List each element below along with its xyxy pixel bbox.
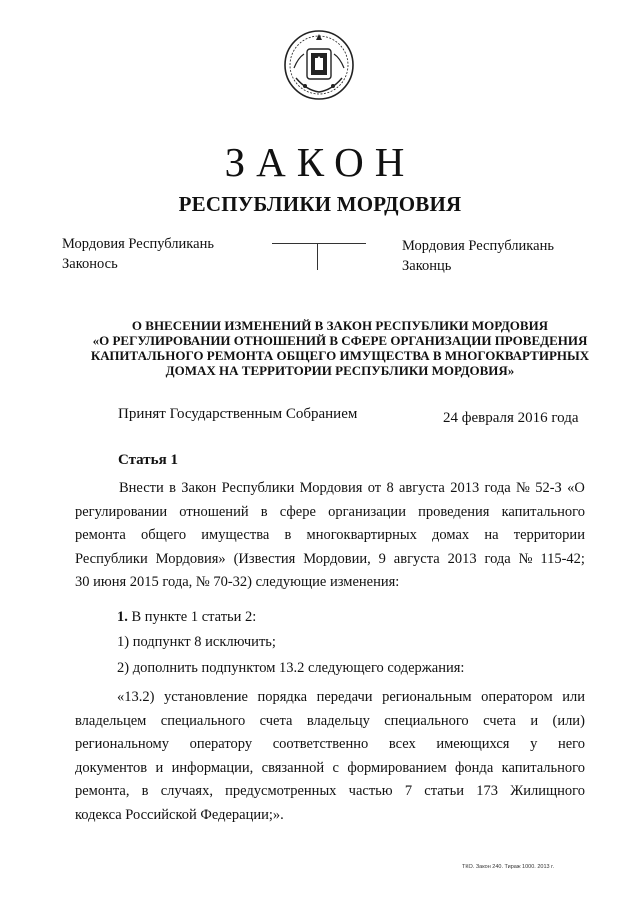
erzya-title-block bbox=[62, 234, 214, 274]
word: на bbox=[484, 527, 499, 543]
word: статьи bbox=[424, 783, 465, 799]
word: № bbox=[518, 550, 533, 567]
word: установление bbox=[164, 689, 248, 705]
word: 115-42; bbox=[540, 550, 585, 567]
document-title: ЗАКОН bbox=[224, 139, 416, 185]
word: счета bbox=[483, 712, 516, 729]
word: 8 bbox=[386, 480, 394, 496]
word: фонда bbox=[455, 759, 494, 776]
title-divider-horizontal bbox=[272, 243, 366, 244]
article-intro-line bbox=[75, 548, 585, 572]
quoted-amendment-line bbox=[75, 733, 585, 757]
subitem-2: 2) дополнить подпунктом 13.2 следующего содержания: bbox=[117, 660, 465, 676]
word: (Известия bbox=[233, 550, 296, 567]
word: Республики bbox=[75, 550, 148, 567]
word: 173 bbox=[476, 783, 498, 799]
word: сфере bbox=[279, 503, 316, 520]
word: организации bbox=[328, 503, 406, 520]
document-subtitle: РЕСПУБЛИКИ МОРДОВИЯ bbox=[178, 192, 462, 216]
word: Мордовия» bbox=[155, 550, 226, 567]
word: 52-З bbox=[535, 480, 562, 496]
word: и bbox=[530, 712, 539, 729]
coat-of-arms-icon bbox=[282, 28, 356, 102]
word: территории bbox=[513, 527, 585, 543]
title-divider-vertical bbox=[317, 243, 318, 270]
word: 7 bbox=[404, 783, 413, 799]
word: года bbox=[484, 480, 511, 496]
word: проведения bbox=[418, 503, 490, 520]
subitem-1: 1) подпункт 8 исключить; bbox=[117, 634, 276, 650]
quoted-amendment-line bbox=[75, 757, 585, 781]
word: отношений bbox=[179, 503, 249, 520]
word: домах bbox=[432, 527, 470, 543]
word: Мордовии, bbox=[303, 550, 371, 567]
word: частью bbox=[348, 783, 393, 799]
word: (или) bbox=[552, 712, 585, 729]
moksha-title-line-1: Мордовия Республикань bbox=[402, 238, 554, 254]
word: августа bbox=[399, 480, 445, 496]
article-title: Статья 1 bbox=[118, 452, 178, 468]
adoption-date: 24 февраля 2016 года bbox=[443, 410, 579, 426]
word: в bbox=[169, 480, 176, 496]
word: формированием bbox=[347, 759, 447, 776]
erzya-title-line-2: Законось bbox=[62, 256, 118, 272]
law-heading-line: «О РЕГУЛИРОВАНИИ ОТНОШЕНИЙ В СФЕРЕ ОРГАНИЗАЦИИ ПРОВЕДЕНИЯ bbox=[92, 333, 588, 348]
word: многоквартирных bbox=[306, 527, 417, 543]
item-1 bbox=[117, 609, 256, 626]
word: соответственно bbox=[272, 736, 369, 752]
word: специального bbox=[384, 712, 469, 729]
word: всех bbox=[388, 736, 416, 752]
item-1-text: В пункте 1 статьи 2: bbox=[127, 609, 257, 625]
word: капитального bbox=[501, 759, 585, 776]
word: или bbox=[562, 689, 585, 705]
word: ремонта bbox=[75, 527, 126, 543]
article-intro bbox=[75, 477, 585, 595]
print-imprint-note: ТКО. Закон 240. Тираж 1000. 2013 г. bbox=[462, 864, 554, 870]
word: документов bbox=[75, 759, 148, 776]
word: имеющихся bbox=[436, 736, 510, 752]
word: предусмотренных bbox=[225, 783, 337, 799]
word: и bbox=[155, 759, 164, 776]
quoted-amendment-line bbox=[75, 686, 585, 710]
quoted-amendment bbox=[75, 686, 585, 827]
article-intro-line: 30 июня 2015 года, № 70-32) следующие изменения: bbox=[75, 574, 400, 590]
quoted-amendment-line: кодекса Российской Федерации;». bbox=[75, 806, 284, 823]
adoption-statement: Принят Государственным Собранием bbox=[118, 406, 358, 422]
word: № bbox=[516, 480, 530, 496]
article-intro-line bbox=[75, 524, 585, 548]
word: общего bbox=[141, 527, 187, 543]
word: региональному bbox=[75, 736, 169, 752]
moksha-title-line-2: Законць bbox=[402, 258, 452, 274]
law-heading-line: О ВНЕСЕНИИ ИЗМЕНЕНИЙ В ЗАКОН РЕСПУБЛИКИ МОРДОВИЯ bbox=[131, 318, 549, 333]
word: 9 bbox=[378, 550, 386, 567]
word: с bbox=[332, 759, 339, 776]
word: ремонта, bbox=[75, 783, 130, 799]
word: связанной bbox=[261, 759, 325, 776]
word: в bbox=[141, 783, 149, 799]
word: специального bbox=[160, 712, 246, 729]
word: августа bbox=[393, 550, 440, 567]
law-heading-line: КАПИТАЛЬНОГО РЕМОНТА ОБЩЕГО ИМУЩЕСТВА В МНОГОКВАРТИРНЫХ bbox=[90, 348, 590, 363]
moksha-title-block bbox=[402, 236, 554, 276]
word: случаях, bbox=[160, 783, 213, 799]
word: него bbox=[557, 736, 585, 752]
word: 2013 bbox=[447, 550, 477, 567]
item-1-number: 1. bbox=[117, 609, 128, 625]
word: «О bbox=[567, 480, 585, 496]
word: регулировании bbox=[75, 503, 168, 520]
word: порядка bbox=[257, 689, 308, 705]
word: счета bbox=[259, 712, 293, 729]
word: капитального bbox=[501, 503, 585, 520]
word: Республики bbox=[221, 480, 295, 496]
word: у bbox=[530, 736, 538, 752]
word: Закон bbox=[181, 480, 217, 496]
erzya-title-line-1: Мордовия Республикань bbox=[62, 236, 214, 252]
word: от bbox=[367, 480, 382, 496]
article-intro-line bbox=[75, 477, 585, 501]
word: в bbox=[260, 503, 268, 520]
word: Жилищного bbox=[510, 783, 585, 799]
law-heading-line: ДОМАХ НА ТЕРРИТОРИИ РЕСПУБЛИКИ МОРДОВИЯ» bbox=[165, 363, 515, 378]
word: оператором bbox=[481, 689, 553, 705]
word: оператору bbox=[189, 736, 253, 752]
word: «13.2) bbox=[117, 689, 155, 705]
word: региональным bbox=[382, 689, 472, 705]
word: информации, bbox=[171, 759, 254, 776]
word: в bbox=[284, 527, 292, 543]
quoted-amendment-line bbox=[75, 780, 585, 804]
word: Мордовия bbox=[299, 480, 363, 496]
article-intro-line bbox=[75, 501, 585, 525]
quoted-amendment-line bbox=[75, 710, 585, 734]
word: передачи bbox=[316, 689, 373, 705]
word: владельцем bbox=[75, 712, 147, 729]
law-heading bbox=[60, 318, 620, 378]
word: владельцу bbox=[306, 712, 370, 729]
word: 2013 bbox=[450, 480, 480, 496]
word: года bbox=[484, 550, 511, 567]
word: Внести bbox=[119, 480, 164, 496]
word: имущества bbox=[201, 527, 270, 543]
